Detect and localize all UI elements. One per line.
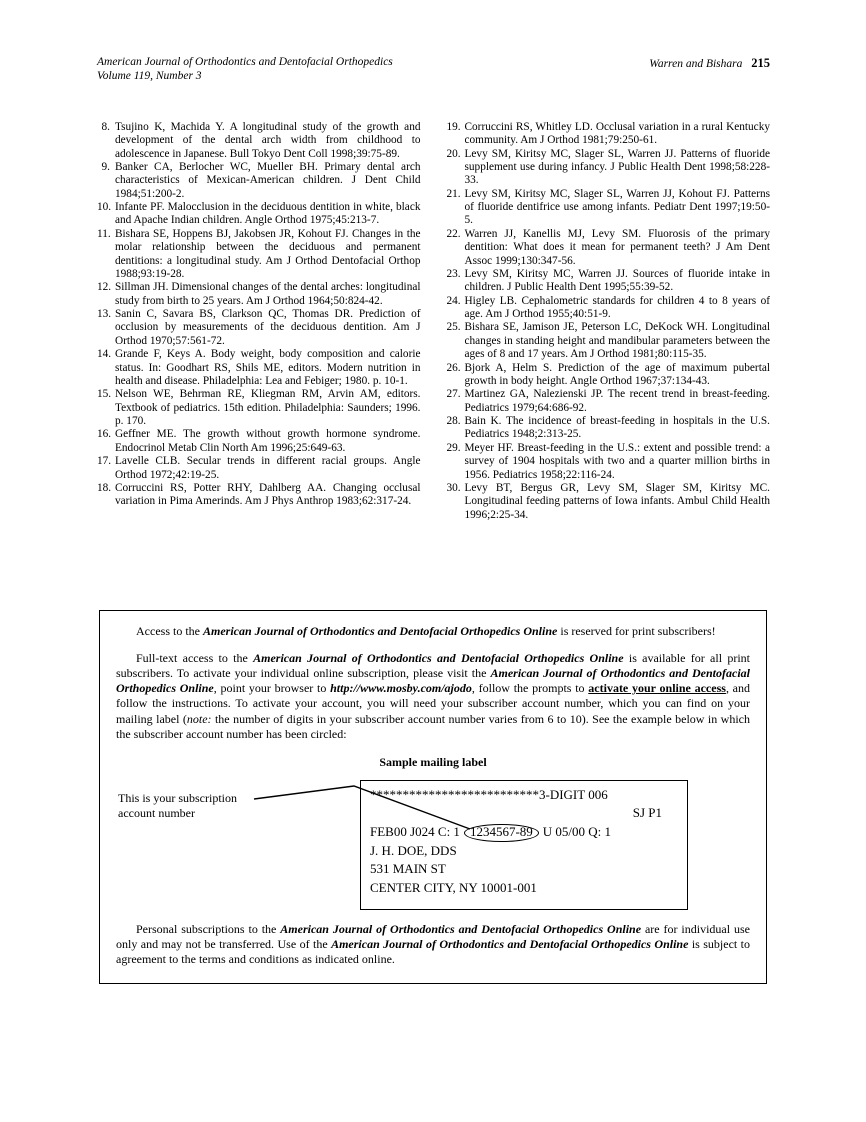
reference-text: Sanin C, Savara BS, Clarkson QC, Thomas DR. Prediction of occlusion by measurements of the deciduous dentition. Am J Orthod 1970;57:561-72. bbox=[115, 308, 421, 347]
label-line-city: CENTER CITY, NY 10001-001 bbox=[370, 879, 537, 895]
reference-item bbox=[97, 308, 421, 348]
reference-item bbox=[447, 321, 771, 361]
reference-text: Higley LB. Cephalometric standards for children 4 to 8 years of age. Am J Orthod 1955;40:51-9. bbox=[464, 294, 770, 320]
reference-number: 11. bbox=[97, 227, 111, 240]
references-section bbox=[97, 121, 770, 522]
reference-text: Nelson WE, Behrman RE, Kliegman RM, Arvin AM, editors. Textbook of pediatrics. 15th edition. Philadelphia: Saunders; 1996. p. 170. bbox=[115, 388, 421, 427]
text-segment: , follow the prompts to bbox=[471, 681, 589, 696]
page-header bbox=[97, 55, 770, 84]
reference-item bbox=[97, 281, 421, 308]
reference-number: 16. bbox=[97, 428, 112, 441]
reference-item bbox=[447, 148, 771, 188]
reference-text: Geffner ME. The growth without growth hormone syndrome. Endocrinol Metab Clin North Am 1996;25:649-63. bbox=[115, 428, 421, 454]
reference-number: 25. bbox=[446, 321, 461, 334]
text-segment: is reserved for print subscribers! bbox=[557, 624, 716, 638]
running-head bbox=[649, 55, 770, 72]
reference-text: Sillman JH. Dimensional changes of the dental arches: longitudinal study from birth to 25 years. Am J Orthod 1964;50:824-42. bbox=[115, 281, 421, 307]
text-segment: is subject to agreement to the terms and conditions as indicated online. bbox=[116, 936, 751, 967]
notice-paragraph-terms bbox=[116, 922, 750, 967]
reference-number: 23. bbox=[446, 267, 461, 280]
reference-item bbox=[97, 121, 421, 161]
subscription-notice-box bbox=[99, 610, 767, 984]
journal-info bbox=[97, 55, 393, 84]
reference-text: Corruccini RS, Whitley LD. Occlusal variation in a rural Kentucky community. Am J Orthod 1981;79:250-61. bbox=[464, 120, 770, 147]
reference-text: Martinez GA, Nalezienski JP. The recent trend in breast-feeding. Pediatrics 1979;64:686-92. bbox=[464, 388, 770, 414]
reference-item bbox=[97, 201, 421, 228]
text-segment: activate your online access bbox=[588, 681, 726, 696]
circled-account-number: 1234567-89 bbox=[464, 824, 539, 842]
reference-number: 19. bbox=[446, 120, 461, 133]
reference-number: 17. bbox=[97, 455, 112, 468]
reference-text: Bishara SE, Jamison JE, Peterson LC, DeKock WH. Longitudinal changes in standing height and mandibular parameters between the ages of 8 and 17 years. Am J Orthod 1981;80:115-35. bbox=[464, 321, 770, 361]
reference-number: 13. bbox=[97, 308, 112, 320]
text-segment: Personal subscriptions to the bbox=[136, 921, 281, 936]
reference-number: 29. bbox=[446, 441, 461, 454]
reference-text: Bjork A, Helm S. Prediction of the age of maximum pubertal growth in body height. Angle Orthod 1967;37:134-43. bbox=[464, 361, 770, 387]
reference-item bbox=[447, 388, 771, 415]
notice-paragraph-activation bbox=[116, 651, 750, 742]
references-right-column bbox=[447, 121, 771, 522]
text-segment: American Journal of Orthodontics and Dentofacial Orthopedics Online bbox=[202, 624, 558, 638]
reference-item bbox=[447, 268, 771, 295]
text-segment: http://www.mosby.com/ajodo bbox=[330, 681, 472, 696]
text-segment: is available for all print subscribers. To activate your individual online subscription, please visit the bbox=[116, 651, 750, 681]
label-line-account bbox=[370, 823, 678, 842]
notice-paragraph-access bbox=[116, 624, 750, 639]
reference-text: Warren JJ, Kanellis MJ, Levy SM. Fluorosis of the primary dentition: What does it mean for permanent teeth? J Am Dent Assoc 1999;130:347-56. bbox=[464, 227, 770, 267]
mailing-label-box bbox=[360, 780, 688, 910]
reference-item bbox=[447, 362, 771, 389]
reference-text: Levy BT, Bergus GR, Levy SM, Slager SM, Kiritsy MC. Longitudinal feeding patterns of Iowa infants. Ambul Child Health 1996;2:25-34. bbox=[464, 481, 770, 521]
reference-text: Tsujino K, Machida Y. A longitudinal study of the growth and development of the dental arch width from childhood to adolescence in Japanese. Bull Tokyo Dent Coll 1998;39:75-89. bbox=[115, 120, 421, 160]
reference-text: Lavelle CLB. Secular trends in different racial groups. Angle Orthod 1972;42:19-25. bbox=[115, 455, 421, 481]
text-segment: American Journal of Orthodontics and Dentofacial Orthopedics Online bbox=[253, 651, 624, 666]
reference-number: 27. bbox=[446, 388, 461, 401]
reference-text: Bain K. The incidence of breast-feeding in hospitals in the U.S. Pediatrics 1948;2:313-25. bbox=[464, 415, 770, 441]
reference-number: 22. bbox=[446, 227, 461, 240]
reference-item bbox=[447, 442, 771, 482]
page-number: 215 bbox=[751, 56, 770, 70]
reference-number: 8. bbox=[101, 120, 110, 133]
label-line-name: J. H. DOE, DDS bbox=[370, 842, 457, 858]
reference-number: 20. bbox=[446, 147, 461, 160]
reference-item bbox=[97, 228, 421, 282]
references-left-column bbox=[97, 121, 421, 522]
text-segment: American Journal of Orthodontics and Dentofacial Orthopedics Online bbox=[280, 921, 642, 936]
reference-item bbox=[447, 415, 771, 442]
reference-number: 26. bbox=[446, 361, 461, 374]
reference-text: Banker CA, Berlocher WC, Mueller BH. Primary dental arch characteristics of Mexican-American children. J Dent Child 1984;51:200-2. bbox=[115, 160, 421, 200]
text-segment: , point your browser to bbox=[213, 681, 331, 696]
label-line-street: 531 MAIN ST bbox=[370, 861, 446, 877]
label-line-sj: SJ P1 bbox=[632, 805, 662, 821]
reference-number: 10. bbox=[97, 201, 112, 213]
reference-number: 21. bbox=[446, 187, 461, 200]
text-segment: the number of digits in your subscriber account number varies from 6 to 10). See the example below in which the subscriber account number has been circled: bbox=[116, 711, 750, 741]
reference-number: 24. bbox=[446, 294, 461, 307]
reference-item bbox=[447, 188, 771, 228]
subscription-number-annotation: This is your subscription account number bbox=[118, 790, 237, 821]
reference-item bbox=[97, 388, 421, 428]
text-segment: Access to the bbox=[136, 624, 203, 638]
reference-text: Levy SM, Kiritsy MC, Slager SL, Warren JJ. Patterns of fluoride supplement use during infancy. J Public Health Dent 1998;58:228-33. bbox=[464, 147, 770, 187]
running-head-authors: Warren and Bishara bbox=[649, 58, 743, 70]
text-segment: are for individual use only and may not be transferred. Use of the bbox=[116, 921, 750, 951]
reference-text: Corruccini RS, Potter RHY, Dahlberg AA. Changing occlusal variation in Pima Amerinds. Am J Phys Anthrop 1983;62:317-24. bbox=[115, 481, 421, 508]
reference-number: 12. bbox=[97, 281, 112, 294]
reference-number: 18. bbox=[97, 481, 112, 494]
journal-volume: Volume 119, Number 3 bbox=[97, 70, 202, 83]
reference-text: Bishara SE, Hoppens BJ, Jakobsen JR, Kohout FJ. Changes in the molar relationship between the deciduous and permanent dentitions: a longitudinal study. Am J Orthod Dentofacial Orthop 1988;93:19-28. bbox=[115, 227, 421, 280]
reference-text: Levy SM, Kiritsy MC, Warren JJ. Sources of fluoride intake in children. J Public Health Dent 1995;55:39-52. bbox=[464, 267, 770, 294]
text-segment: , and follow the instructions. To activate your account, you will need your subscriber account number, which you can find on your mailing label ( bbox=[116, 681, 751, 726]
sample-label-area bbox=[116, 780, 750, 922]
text-segment: American Journal of Orthodontics and Dentofacial Orthopedics Online bbox=[331, 936, 689, 951]
reference-item bbox=[447, 295, 771, 322]
sample-label-title: Sample mailing label bbox=[379, 754, 487, 769]
reference-number: 30. bbox=[446, 481, 461, 494]
label-line-asterisks: **************************3-DIGIT 006 bbox=[370, 786, 608, 802]
reference-item bbox=[97, 161, 421, 201]
reference-number: 9. bbox=[101, 160, 110, 173]
text-segment: note: bbox=[186, 711, 212, 726]
reference-text: Infante PF. Malocclusion in the deciduous dentition in white, black and Apache Indian children. Angle Orthod 1975;45:213-7. bbox=[115, 201, 421, 227]
reference-item bbox=[447, 228, 771, 268]
reference-item bbox=[447, 121, 771, 148]
reference-text: Grande F, Keys A. Body weight, body composition and calorie status. In: Goodhart RS, Shils ME, editors. Modern nutrition in health and disease. Philadelphia: Lea and Febiger; 1980. p. 10-1. bbox=[115, 348, 421, 387]
reference-text: Meyer HF. Breast-feeding in the U.S.: extent and possible trend: a survey of 1904 hospitals with two and a quarter million births in 1956. Pediatrics 1958;22:116-24. bbox=[464, 441, 770, 481]
text-segment: American Journal of Orthodontics and Dentofacial Orthopedics Online bbox=[116, 666, 750, 696]
reference-item bbox=[447, 482, 771, 522]
reference-item bbox=[97, 482, 421, 509]
reference-number: 28. bbox=[446, 415, 461, 427]
reference-number: 15. bbox=[97, 388, 112, 401]
reference-item bbox=[97, 455, 421, 482]
label-account-prefix: FEB00 J024 C: 1 bbox=[370, 823, 460, 839]
text-segment: Full-text access to the bbox=[136, 651, 254, 666]
reference-item bbox=[97, 428, 421, 455]
reference-item bbox=[97, 348, 421, 388]
label-account-suffix: U 05/00 Q: 1 bbox=[542, 823, 612, 839]
reference-text: Levy SM, Kiritsy MC, Slager SL, Warren JJ, Kohout FJ. Patterns of fluoride dentifrice use among infants. Pediatr Dent 1997;19:50-5. bbox=[464, 187, 770, 227]
journal-title: American Journal of Orthodontics and Dentofacial Orthopedics bbox=[97, 56, 393, 68]
reference-number: 14. bbox=[97, 348, 112, 361]
